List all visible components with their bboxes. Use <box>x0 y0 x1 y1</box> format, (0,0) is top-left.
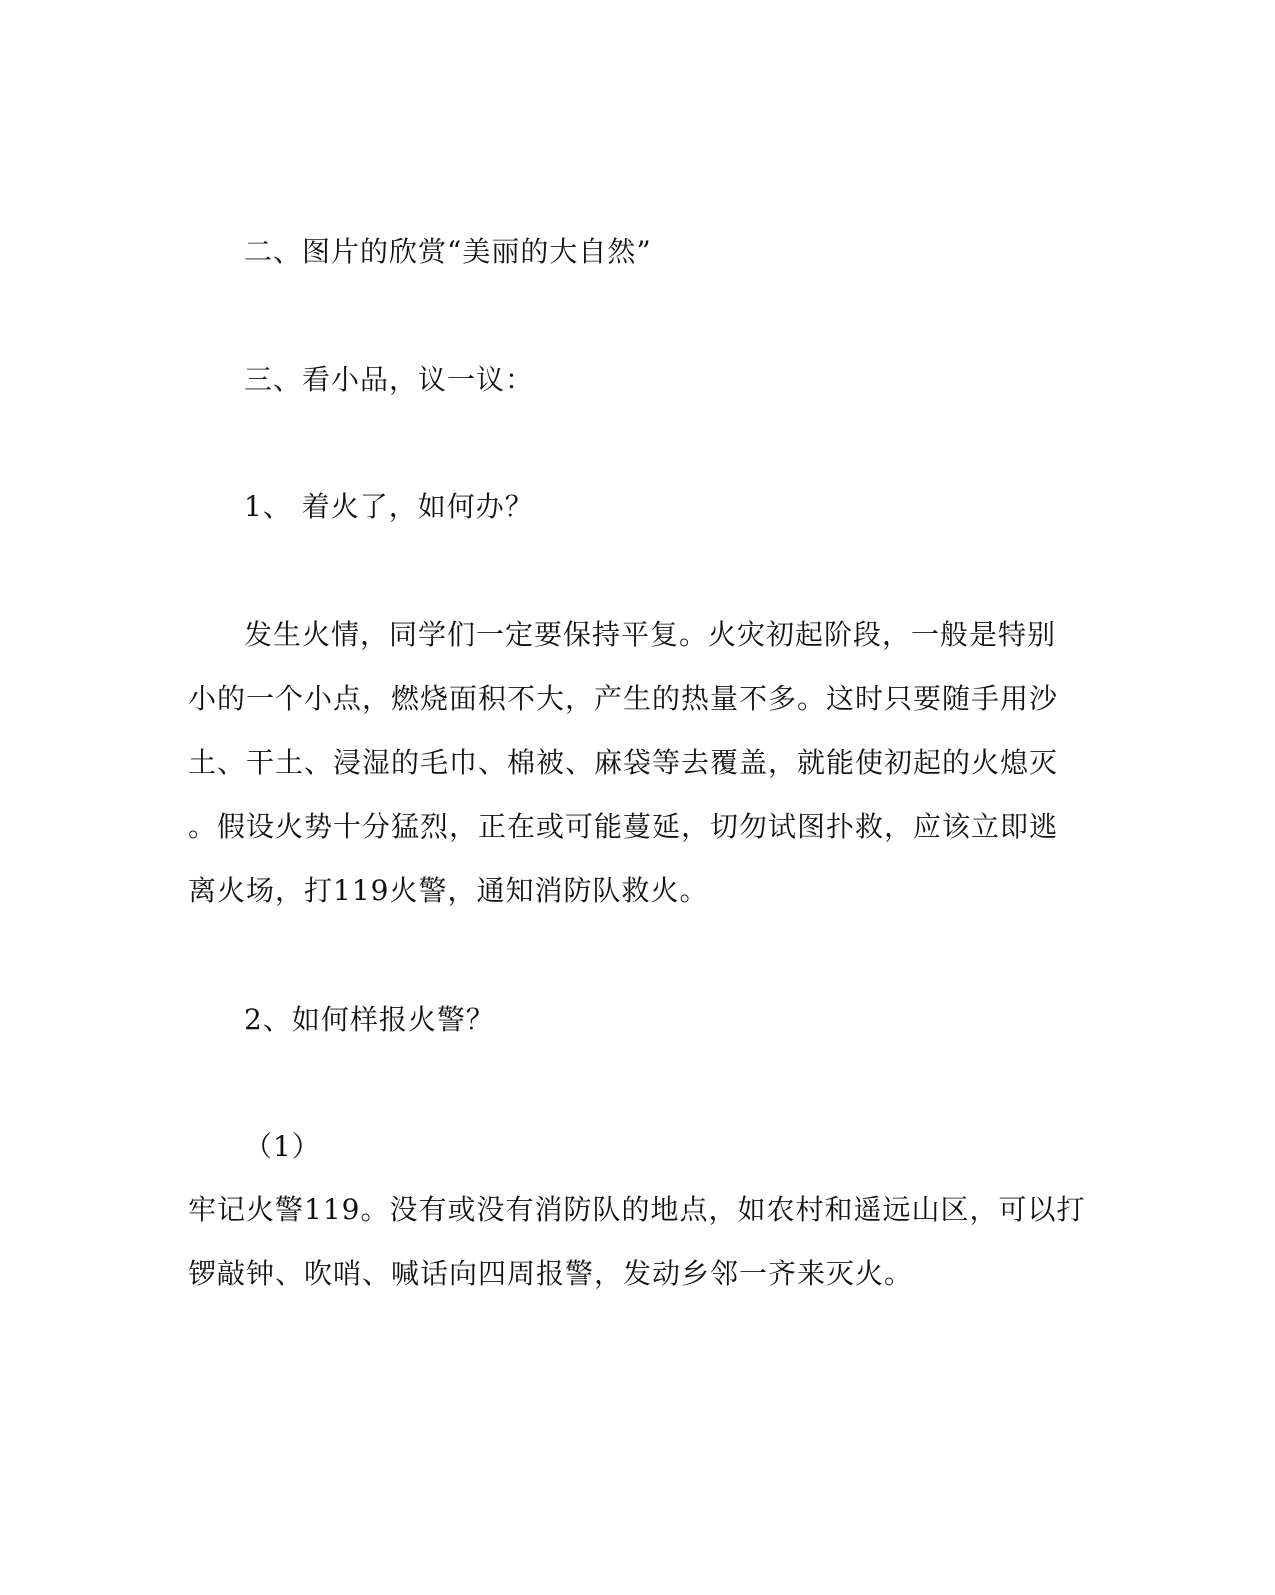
fire-response-paragraph <box>188 603 1068 923</box>
paragraph-line: 。假设火势十分猛烈，正在或可能蔓延，切勿试图扑救，应该立即逃 <box>188 810 1059 843</box>
paragraph-line: 锣敲钟、吹哨、喊话向四周报警，发动乡邻一齐来灭火。 <box>188 1257 914 1290</box>
paragraph-line: 牢记火警119。没有或没有消防队的地点，如农村和遥远山区，可以打 <box>188 1193 1086 1226</box>
fire-alarm-paragraph <box>188 1178 1086 1306</box>
question-item-one: 1、 着火了，如何办？ <box>244 490 534 523</box>
paragraph-line: 离火场，打119火警，通知消防队救火。 <box>188 874 709 907</box>
paragraph-line: 土、干土、浸湿的毛巾、棉被、麻袋等去覆盖，就能使初起的火熄灭 <box>188 746 1059 779</box>
paragraph-line: 发生火情，同学们一定要保持平复。火灾初起阶段，一般是特别 <box>244 618 1057 651</box>
paragraph-line: 小的一个小点，燃烧面积不大，产生的热量不多。这时只要随手用沙 <box>188 682 1059 715</box>
sub-item-label: （1） <box>244 1130 321 1163</box>
section-heading-three: 三、看小品，议一议： <box>244 363 535 396</box>
question-item-two: 2、如何样报火警？ <box>244 1003 495 1036</box>
section-heading-two: 二、图片的欣赏“美丽的大自然” <box>244 235 652 268</box>
